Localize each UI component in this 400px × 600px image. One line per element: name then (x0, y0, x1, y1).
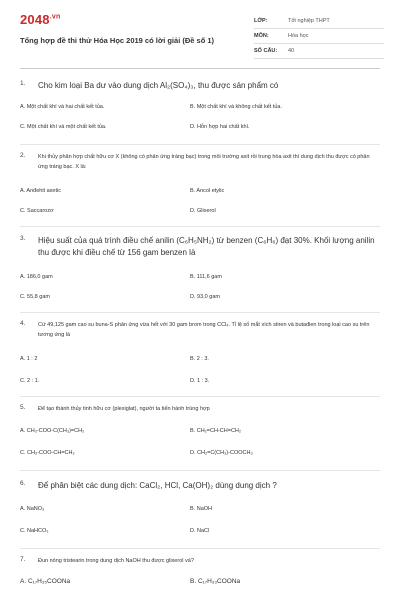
question-text: Đun nóng tristearin trong dung dịch NaOH thu được glixerol và? (38, 558, 194, 564)
option-b[interactable]: B. 111,6 gam (190, 274, 222, 280)
meta-key: SỐ CÂU: (254, 48, 278, 54)
meta-table (254, 14, 384, 59)
separator (20, 226, 380, 227)
question-text: Cho kim loại Ba dư vào dung dịch Al₂(SO₄)₃, thu được sản phẩm có (38, 81, 279, 90)
question-text: Khi thủy phân hợp chất hữu cơ X (không có phản ứng tráng bạc) trong môi trường axit rồi trung hòa axit thì dung dịch thu được có phản ứng tráng bạc. X là: (38, 154, 370, 170)
question-number: 1. (20, 80, 26, 87)
question-text: Hiệu suất của quá trình điều chế anilin (C₆H₅NH₂) từ benzen (C₆H₆) đạt 30%. Khối lượng anilin thu được khi điều chế từ 156 gam benzen là (38, 236, 375, 257)
question-text: Để phân biệt các dung dịch: CaCl₂, HCl, Ca(OH)₂ dùng dung dịch ? (38, 481, 277, 490)
option-a[interactable]: A. C₁₇H₃₅COONa (20, 578, 71, 585)
option-d[interactable]: D. NaCl (190, 528, 210, 534)
document-title: Tổng hợp đề thi thử Hóa Học 2019 có lời giải (Đề số 1) (20, 36, 215, 45)
question-5 (20, 404, 380, 414)
options-7 (20, 578, 360, 598)
option-d[interactable]: D. CH₂=C(CH₃)-COOCH₃ (190, 450, 253, 456)
options-5 (20, 428, 360, 456)
option-b[interactable]: B. NaOH (190, 506, 213, 512)
meta-key: LỚP: (254, 18, 268, 24)
header-divider (20, 68, 380, 69)
options-4 (20, 356, 360, 384)
question-text: Cứ 49,125 gam cao su buna-S phản ứng vừa hết với 30 gam brom trong CCl₄. Tỉ lệ số mắt xích stiren và butađien trong loại cao su trên tương ứng là (38, 322, 370, 338)
option-c[interactable]: C. NaHCO₃ (20, 528, 49, 534)
option-b[interactable]: B. CH₂=CH-CH=CH₂ (190, 428, 242, 434)
separator (20, 470, 380, 471)
question-number: 6. (20, 480, 26, 487)
question-number: 2. (20, 152, 26, 159)
option-a[interactable]: A. 1 : 2 (20, 356, 38, 362)
logo-text: 2048 (20, 12, 50, 27)
option-c[interactable]: C. CH₃-COO-CH=CH₂ (20, 450, 75, 456)
meta-row-subject (254, 29, 384, 44)
option-c[interactable]: C. Một chất khí và một chất kết tủa. (20, 124, 107, 130)
option-b[interactable]: B. Ancol etylic (190, 188, 225, 194)
question-4 (20, 320, 380, 340)
option-c[interactable]: C. 55,8 gam (20, 294, 50, 300)
option-a[interactable]: A. Anđehit axetic (20, 188, 61, 194)
option-b[interactable]: B. C₁₇H₃₃COONa (190, 578, 241, 585)
option-a[interactable]: A. Một chất khí và hai chất kết tủa. (20, 104, 105, 110)
option-c[interactable]: C. Saccarozơ (20, 208, 54, 214)
question-text: Để tạo thành thủy tinh hữu cơ (plexiglat), người ta tiến hành trùng hợp (38, 406, 210, 412)
option-d[interactable]: D. Glixerol (190, 208, 216, 214)
meta-row-count (254, 44, 384, 59)
option-a[interactable]: A. 186,0 gam (20, 274, 53, 280)
option-a[interactable]: A. CH₃-COO-C(CH₃)=CH₂ (20, 428, 85, 434)
option-d[interactable]: D. Hỗn hợp hai chất khí. (190, 124, 250, 130)
question-number: 3. (20, 235, 26, 242)
question-3 (20, 235, 380, 259)
options-6 (20, 506, 360, 534)
separator (20, 144, 380, 145)
question-7 (20, 556, 380, 566)
logo-suffix: .vn (49, 13, 61, 21)
question-2 (20, 152, 380, 172)
question-number: 7. (20, 556, 26, 563)
separator (20, 312, 380, 313)
option-d[interactable]: D. 1 : 3. (190, 378, 210, 384)
question-number: 4. (20, 320, 26, 327)
meta-value: Hóa học (288, 33, 309, 39)
option-c[interactable]: C. 2 : 1. (20, 378, 40, 384)
question-6 (20, 480, 380, 492)
option-d[interactable]: D. 93,0 gam (190, 294, 220, 300)
options-3 (20, 274, 360, 300)
separator (20, 396, 380, 397)
meta-value: 40 (288, 48, 295, 54)
option-b[interactable]: B. 2 : 3. (190, 356, 209, 362)
meta-row-class (254, 14, 384, 29)
options-2 (20, 188, 360, 214)
option-a[interactable]: A. NaNO₃ (20, 506, 45, 512)
option-b[interactable]: B. Một chất khí và không chất kết tủa. (190, 104, 283, 110)
meta-value: Tốt nghiệp THPT (288, 18, 330, 24)
meta-key: MÔN: (254, 33, 269, 39)
question-number: 5. (20, 404, 26, 411)
site-logo[interactable] (20, 12, 60, 27)
separator (20, 548, 380, 549)
question-1 (20, 80, 380, 92)
options-1 (20, 104, 360, 130)
header (20, 12, 382, 58)
